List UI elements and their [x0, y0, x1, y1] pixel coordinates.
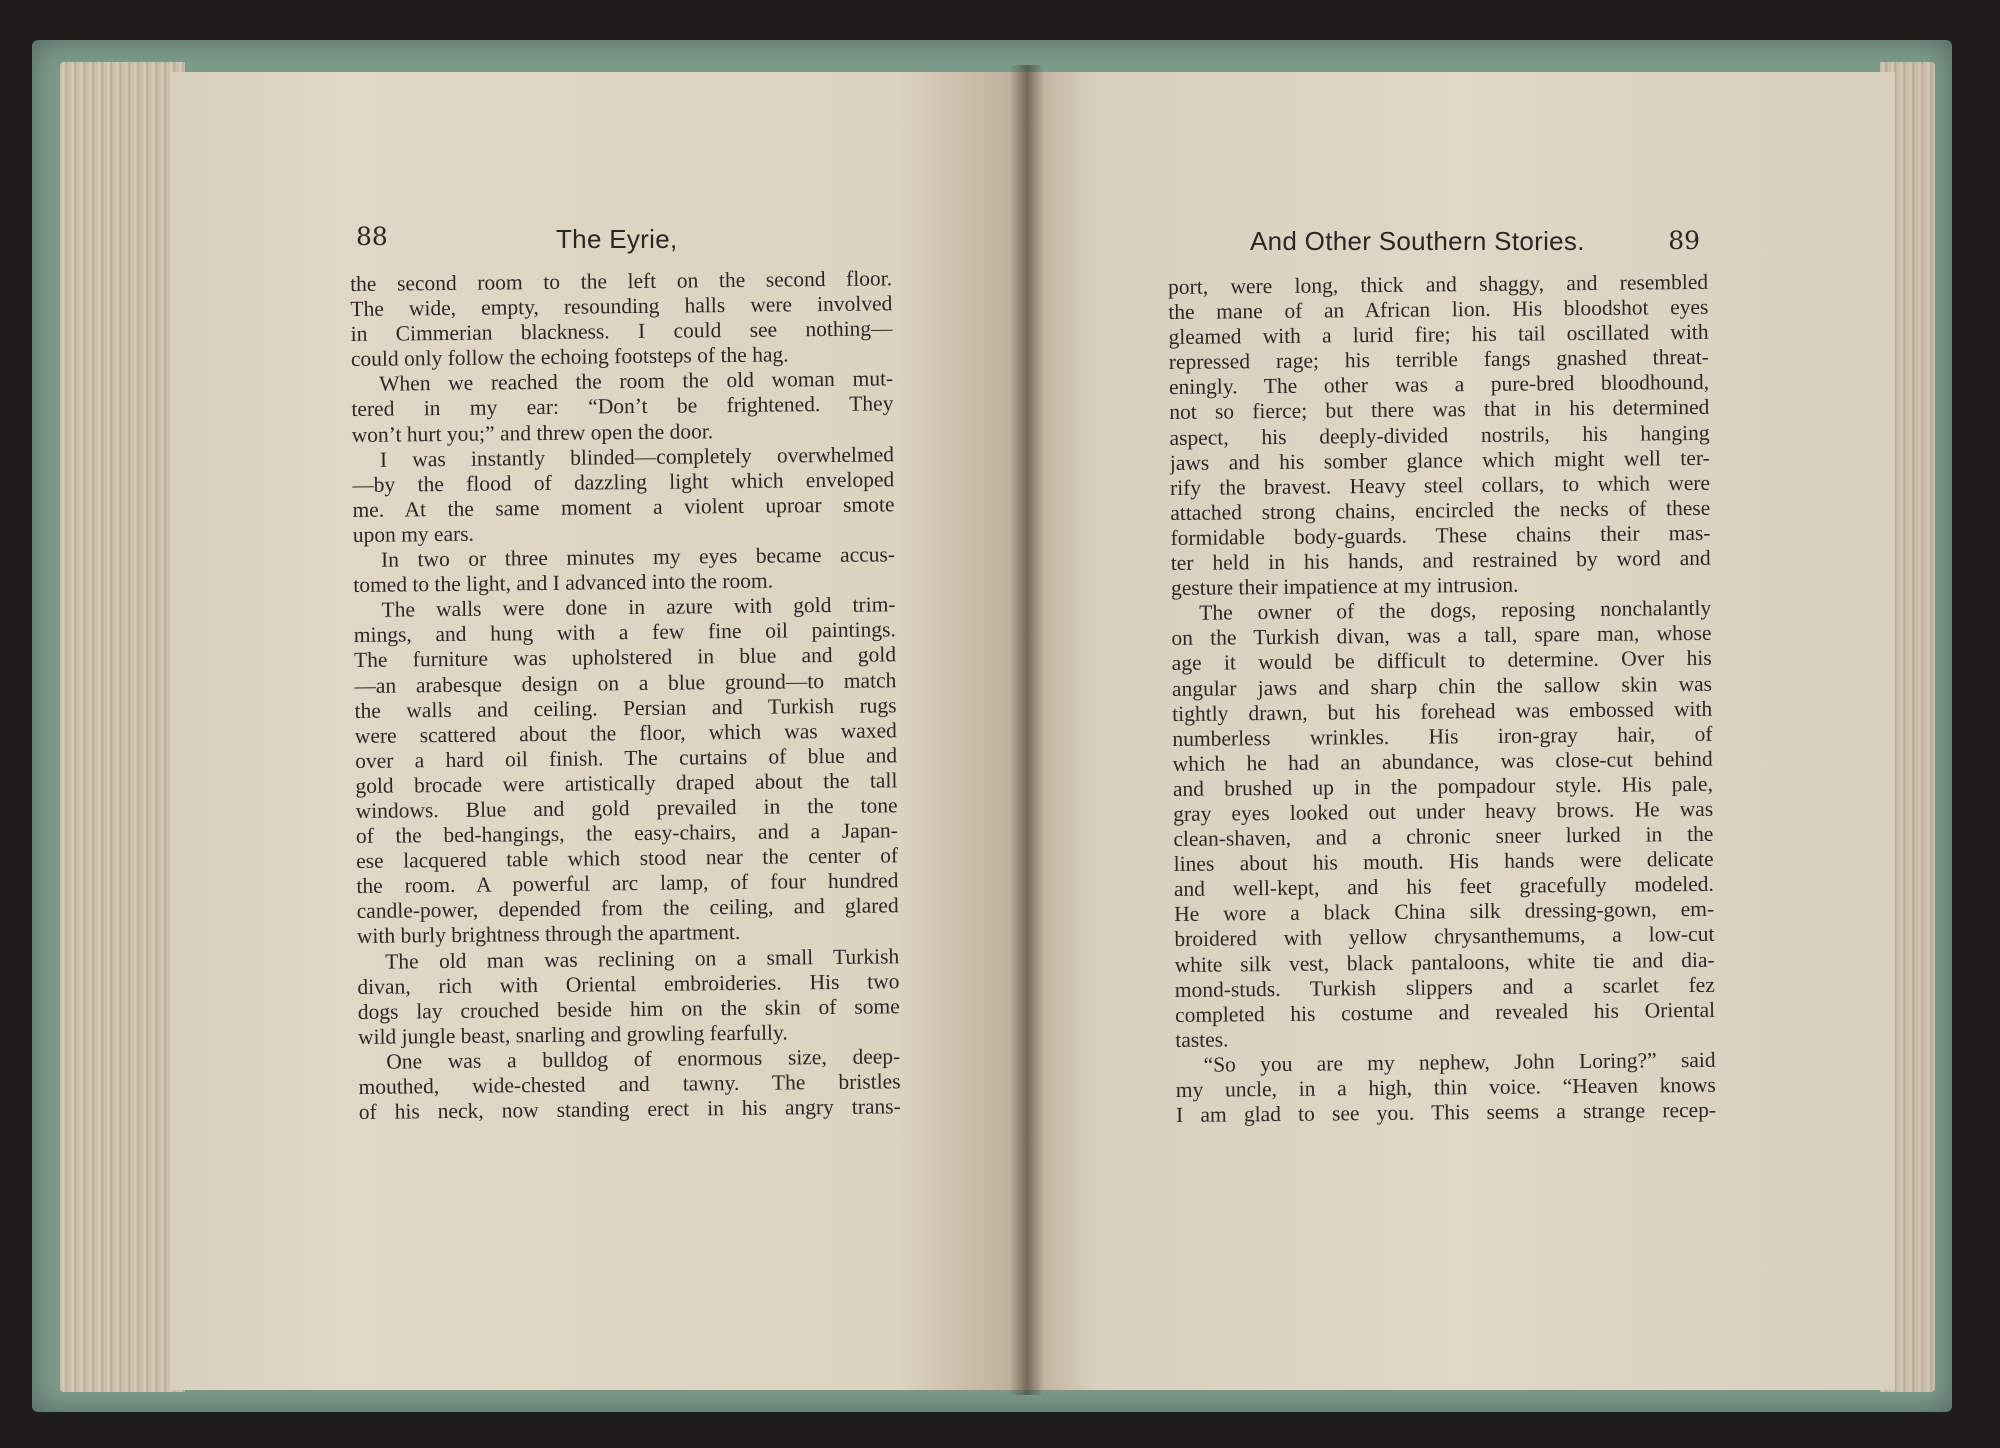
- text-line: and brushed up in the pompadour style. His pale,: [1172, 771, 1714, 801]
- text-line: tightly drawn, but his forehead was embossed with: [1172, 696, 1713, 726]
- text-line: mings, and hung with a few fine oil paintings.: [353, 617, 896, 648]
- left-page-header: [356, 218, 916, 258]
- text-line: One was a bulldog of enormous size, deep-: [386, 1044, 901, 1074]
- text-line: upon my ears.: [352, 521, 475, 547]
- text-line: on the Turkish divan, was a tall, spare man, whose: [1171, 621, 1712, 651]
- text-line: The owner of the dogs, reposing nonchalantly: [1199, 596, 1712, 625]
- text-line: won’t hurt you;” and threw open the door.: [351, 418, 714, 447]
- text-line: —by the flood of dazzling light which enveloped: [352, 467, 895, 497]
- text-line: of the bed-hangings, the easy-chairs, and a Japan-: [355, 818, 899, 849]
- text-line: over a hard oil finish. The curtains of blue and: [354, 743, 898, 773]
- text-line: the walls and ceiling. Persian and Turkish rugs: [354, 692, 897, 723]
- text-line: and well-kept, and his feet gracefully modeled.: [1173, 872, 1714, 902]
- text-line: I am glad to see you. This seems a strange recep-: [1175, 1097, 1717, 1128]
- right-page-header: [1250, 218, 1700, 258]
- text-line: the second room to the left on the second floor.: [350, 266, 893, 296]
- text-line: of his neck, now standing erect in his angry trans-: [358, 1094, 901, 1125]
- text-line: —an arabesque design on a blue ground—to match: [354, 667, 897, 698]
- text-line: The walls were done in azure with gold trim-: [381, 592, 896, 622]
- text-line: gleamed with a lurid fire; his tail oscillated with: [1168, 320, 1709, 350]
- text-line: were scattered about the floor, which was waxed: [354, 717, 897, 748]
- text-line: candle-power, depended from the ceiling, and glared: [356, 893, 899, 924]
- text-line: with burly brightness through the apartment.: [356, 920, 741, 949]
- right-page-body: [1168, 270, 1716, 1128]
- text-line: tomed to the light, and I advanced into the room.: [353, 568, 774, 598]
- text-line: which he had an abundance, was close-cut behind: [1172, 746, 1713, 776]
- text-line: gray eyes looked out under heavy brows. He was: [1173, 796, 1714, 826]
- text-line: The old man was reclining on a small Turkish: [385, 943, 900, 974]
- text-line: ter held in his hands, and restrained by word and: [1170, 545, 1711, 576]
- text-line: The furniture was upholstered in blue and gold: [353, 642, 897, 673]
- text-line: rify the bravest. Heavy steel collars, to which were: [1169, 470, 1711, 500]
- text-line: me. At the same moment a violent uproar smote: [352, 492, 895, 522]
- text-line: divan, rich with Oriental embroideries. His two: [357, 968, 900, 999]
- text-line: windows. Blue and gold prevailed in the tone: [355, 793, 898, 823]
- text-line: port, were long, thick and shaggy, and resembled: [1168, 269, 1709, 299]
- text-line: broidered with yellow chrysanthemums, a low-cut: [1174, 922, 1715, 952]
- text-line: eningly. The other was a pure-bred bloodhound,: [1168, 370, 1710, 400]
- text-line: attached strong chains, encircled the necks of these: [1170, 495, 1711, 525]
- book-gutter: [1010, 65, 1044, 1395]
- text-line: tered in my ear: “Don’t be frightened. They: [351, 391, 894, 422]
- text-line: formidable body-guards. These chains their mas-: [1170, 520, 1711, 550]
- page-edges-left: [60, 62, 185, 1392]
- text-line: dogs lay crouched beside him on the skin of some: [357, 994, 900, 1024]
- text-line: aspect, his deeply-divided nostrils, his hanging: [1169, 420, 1710, 450]
- text-line: numberless wrinkles. His iron-gray hair, of: [1172, 721, 1713, 751]
- text-line: ese lacquered table which stood near the center of: [356, 843, 899, 874]
- text-line: completed his costume and revealed his Oriental: [1174, 997, 1716, 1027]
- text-line: mouthed, wide-chested and tawny. The bristles: [358, 1069, 901, 1099]
- text-line: In two or three minutes my eyes became accus-: [380, 542, 896, 572]
- text-line: lines about his mouth. His hands were delicate: [1173, 846, 1714, 877]
- text-line: I was instantly blinded—completely overwhelmed: [379, 441, 895, 472]
- right-running-title: And Other Southern Stories.: [1250, 226, 1585, 256]
- text-line: “So you are my nephew, John Loring?” said: [1203, 1047, 1716, 1077]
- text-line: When we reached the room the old woman mut-: [379, 366, 894, 397]
- left-running-title: The Eyrie,: [556, 224, 678, 254]
- text-line: repressed rage; his terrible fangs gnashed threat-: [1168, 345, 1709, 375]
- right-page-number: 89: [1668, 226, 1700, 255]
- text-line: gesture their impatience at my intrusion.: [1170, 572, 1519, 601]
- text-line: my uncle, in a high, thin voice. “Heaven knows: [1175, 1072, 1716, 1102]
- text-line: in Cimmerian blackness. I could see nothing—: [350, 316, 893, 347]
- text-line: the mane of an African lion. His bloodshot eyes: [1168, 294, 1709, 325]
- left-page-body: [350, 266, 901, 1125]
- text-line: not so fierce; but there was that in his determined: [1169, 395, 1710, 425]
- text-line: angular jaws and sharp chin the sallow skin was: [1171, 671, 1713, 701]
- text-line: jaws and his somber glance which might well ter-: [1169, 445, 1710, 475]
- text-line: He wore a black China silk dressing-gown, em-: [1174, 897, 1715, 927]
- text-line: the room. A powerful arc lamp, of four hundred: [356, 868, 899, 899]
- text-line: clean-shaven, and a chronic sneer lurked in the: [1173, 821, 1714, 852]
- left-page-number: 88: [356, 222, 388, 251]
- text-line: wild jungle beast, snarling and growling fearfully.: [357, 1020, 788, 1049]
- text-line: could only follow the echoing footsteps of the hag.: [350, 342, 789, 372]
- text-line: white silk vest, black pantaloons, white tie and dia-: [1174, 947, 1715, 977]
- text-line: tastes.: [1175, 1027, 1229, 1052]
- text-line: The wide, empty, resounding halls were involved: [350, 291, 893, 322]
- text-line: age it would be difficult to determine. Over his: [1171, 646, 1712, 676]
- text-line: mond-studs. Turkish slippers and a scarlet fez: [1174, 972, 1715, 1002]
- text-line: gold brocade were artistically draped about the tall: [355, 768, 898, 798]
